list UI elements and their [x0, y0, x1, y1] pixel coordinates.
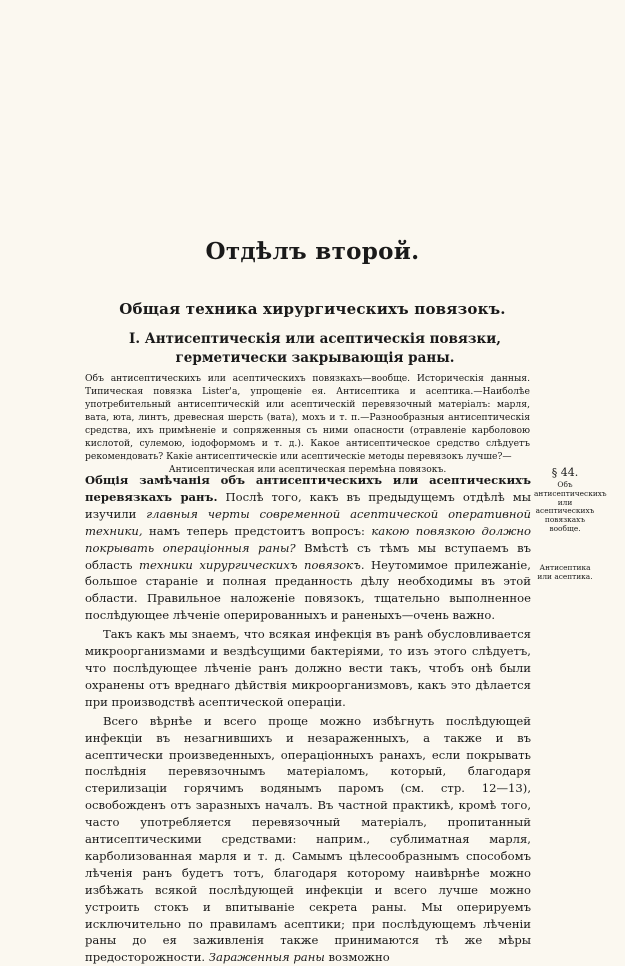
paragraph-number: § 44. — [551, 466, 579, 479]
paragraph-1-text-c: Вмѣстѣ съ тѣмъ мы вступаемъ въ область — [85, 540, 532, 572]
paragraph-3-emphasis: Зараженныя раны — [208, 950, 325, 965]
summary-text: Объ антисептическихъ или асептическихъ повязкахъ—вообще. Историческія данныя. Типическая повязка Lister'а, упрощеніе ея. Антисептика и асептика.—Наиболѣе употребительный антисептическій или асептическій перевязочный матеріалъ: марля, вата, юта, линтъ, древесная шерсть (вата), мохъ и т. п.—Разнообразныя антисептическія средства, ихъ примѣненіе и сопряженныя съ ними опасности (отравленіе карболовою кислотой, сулемою, іодоформомъ и т. д.). Какое антисептическое средство слѣдуетъ рекомендовать? Какіе антисептическіе или асептическіе методы перевязокъ лучше?— — [85, 373, 530, 462]
paragraph-1-emphasis-c: техники хирургическихъ повязокъ. — [138, 557, 365, 572]
paragraph-3-text-a: Всего вѣрнѣе и всего проще можно избѣгнуть послѣдующей инфекціи въ незагнившихъ и незараженныхъ, а также и въ асептически произведенныхъ, операціонныхъ ранахъ, если покрывать послѣднія перевязочнымъ матеріаломъ, который, благодаря стерилизаціи горячимъ водянымъ паромъ (см. стр. 12—13), освобожденъ отъ заразныхъ началъ. Въ частной практикѣ, кромѣ того, часто употребляется перевязочный матеріалъ, пропитанный антисептическими средствами: наприм., сублиматная марля, карболизованная марля и т. д. Самымъ цѣлесообразнымъ способомъ лѣченія ранъ будетъ тотъ, благодаря которому наивѣрнѣе можно избѣжать всякой послѣдующей инфекціи и всего лучше можно устроить стокъ и впитываніе секрета раны. Мы оперируемъ исключительно по правиламъ асептики; при послѣдующемъ лѣченіи раны до ея заживленія также принимаются тѣ же мѣры предосторожности. — [85, 713, 531, 965]
paragraph-1-emphasis-a: главныя черты современной асептической оперативной техники, — [85, 506, 531, 538]
paragraph-1-text-b: намъ теперь предстоитъ вопросъ: — [142, 523, 372, 538]
margin-note-antiseptics: Антисептика или асептика. — [537, 563, 593, 581]
margin-note-top — [534, 466, 607, 534]
paragraph-2: Такъ какъ мы знаемъ, что всякая инфекція въ ранѣ обусловливается микроорганизмами и вездѣсущими бактеріями, то изъ этого слѣдуетъ, что послѣдующее лѣченіе ранъ должно вести такъ, чтобъ онѣ были охранены отъ вреднаго дѣйствія микроорганизмовъ, какъ это дѣлается при производствѣ асептической операціи. — [85, 627, 531, 709]
paragraph-3-text-b: возможно — [324, 950, 390, 965]
paragraph-3 — [85, 713, 531, 966]
paragraph-1 — [85, 472, 531, 624]
paragraph-1-lead: Общія замѣчанія объ антисептическихъ или асептическихъ перевязкахъ ранъ. — [85, 473, 531, 504]
chapter-title: Общая техника хирургическихъ повязокъ. — [119, 300, 506, 318]
margin-note-general: Объ антисептическихъ или асептическихъ повязкахъ вообще. — [534, 480, 607, 533]
chapter-summary — [85, 372, 530, 476]
paragraph-1-text-a: Послѣ того, какъ въ предыдущемъ отдѣлѣ мы изучили — [85, 489, 531, 521]
summary-last-line: Антисептическая или асептическая перемѣна повязокъ. — [168, 464, 447, 475]
paragraph-1-text-d: Неутомимое прилежаніе, большое стараніе и полная преданность дѣлу необходимы въ этой области. Правильное наложеніе повязокъ, тщательно выполненное послѣдующее лѣченіе оперированныхъ и раненыхъ—очень важно. — [85, 557, 531, 623]
part-title: Отдѣлъ второй. — [205, 238, 420, 265]
section-title: I. Антисептическія или асептическія повязки, герметически закрывающія раны. — [129, 331, 501, 366]
body-text — [85, 472, 531, 966]
paragraph-1-emphasis-b: какою повязкою должно покрывать операціонныя раны? — [85, 523, 531, 555]
